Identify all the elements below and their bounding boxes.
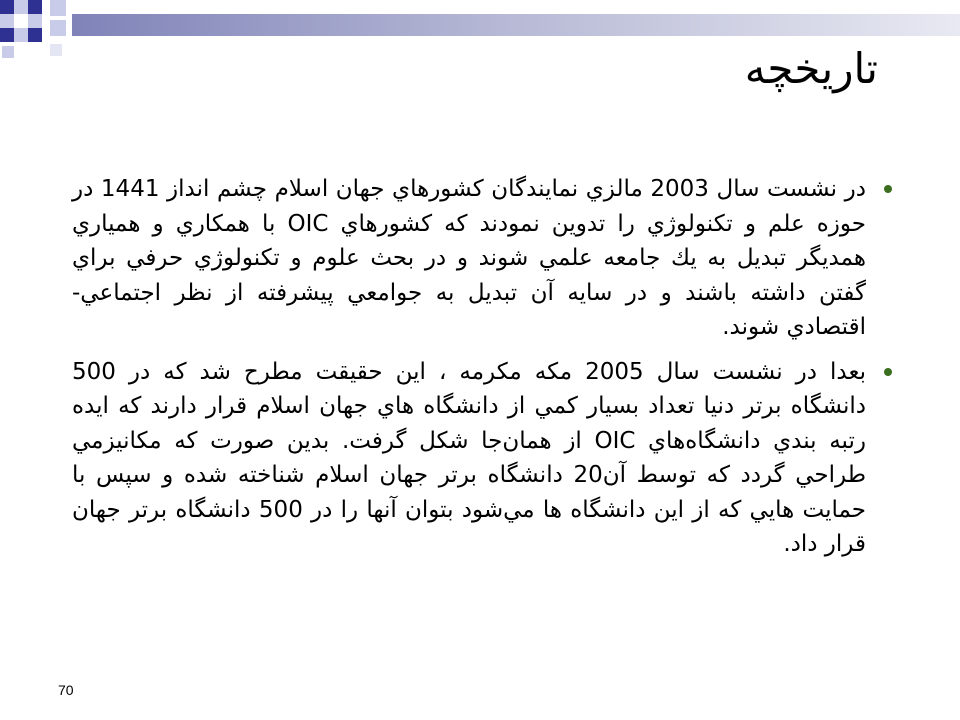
- page-number: 70: [58, 682, 74, 698]
- bullet-dot-icon: [884, 368, 892, 376]
- bullet-list: [72, 172, 896, 572]
- bullet-item: [72, 172, 896, 345]
- bullet-text: در نشست سال 2003 مالزي نمايندگان كشورهاي جهان اسلام چشم انداز 1441 در حوزه علم و تكنولوژي را تدوين نمودند كه كشورهاي OIC با همكاري و همياري همديگر تبديل به يك جامعه علمي شوند و در بحث علوم و تكنولوژي حرفي براي گفتن داشته باشند و در سايه آن تبديل به جوامعي پيشرفته از نظر اجتماعي- اقتصادي شوند.: [72, 176, 866, 340]
- bullet-dot-icon: [884, 185, 892, 193]
- slide-title: تاريخچه: [744, 44, 878, 93]
- bullet-item: [72, 355, 896, 562]
- bullet-text: بعدا در نشست سال 2005 مكه مكرمه ، اين حقيقت مطرح شد كه در 500 دانشگاه برتر دنيا تعداد بسيار كمي از دانشگاه هاي جهان اسلام قرار دارند كه ايده رتبه بندي دانشگاه‌هاي OIC از همان‌جا شكل گرفت. بدين صورت كه مكانيزمي طراحي گردد كه توسط آن20 دانشگاه برتر جهان اسلام شناخته شده و سپس با حمايت هايي كه از اين دانشگاه ها مي‌شود بتوان آنها را در 500 دانشگاه برتر جهان قرار داد.: [72, 358, 867, 557]
